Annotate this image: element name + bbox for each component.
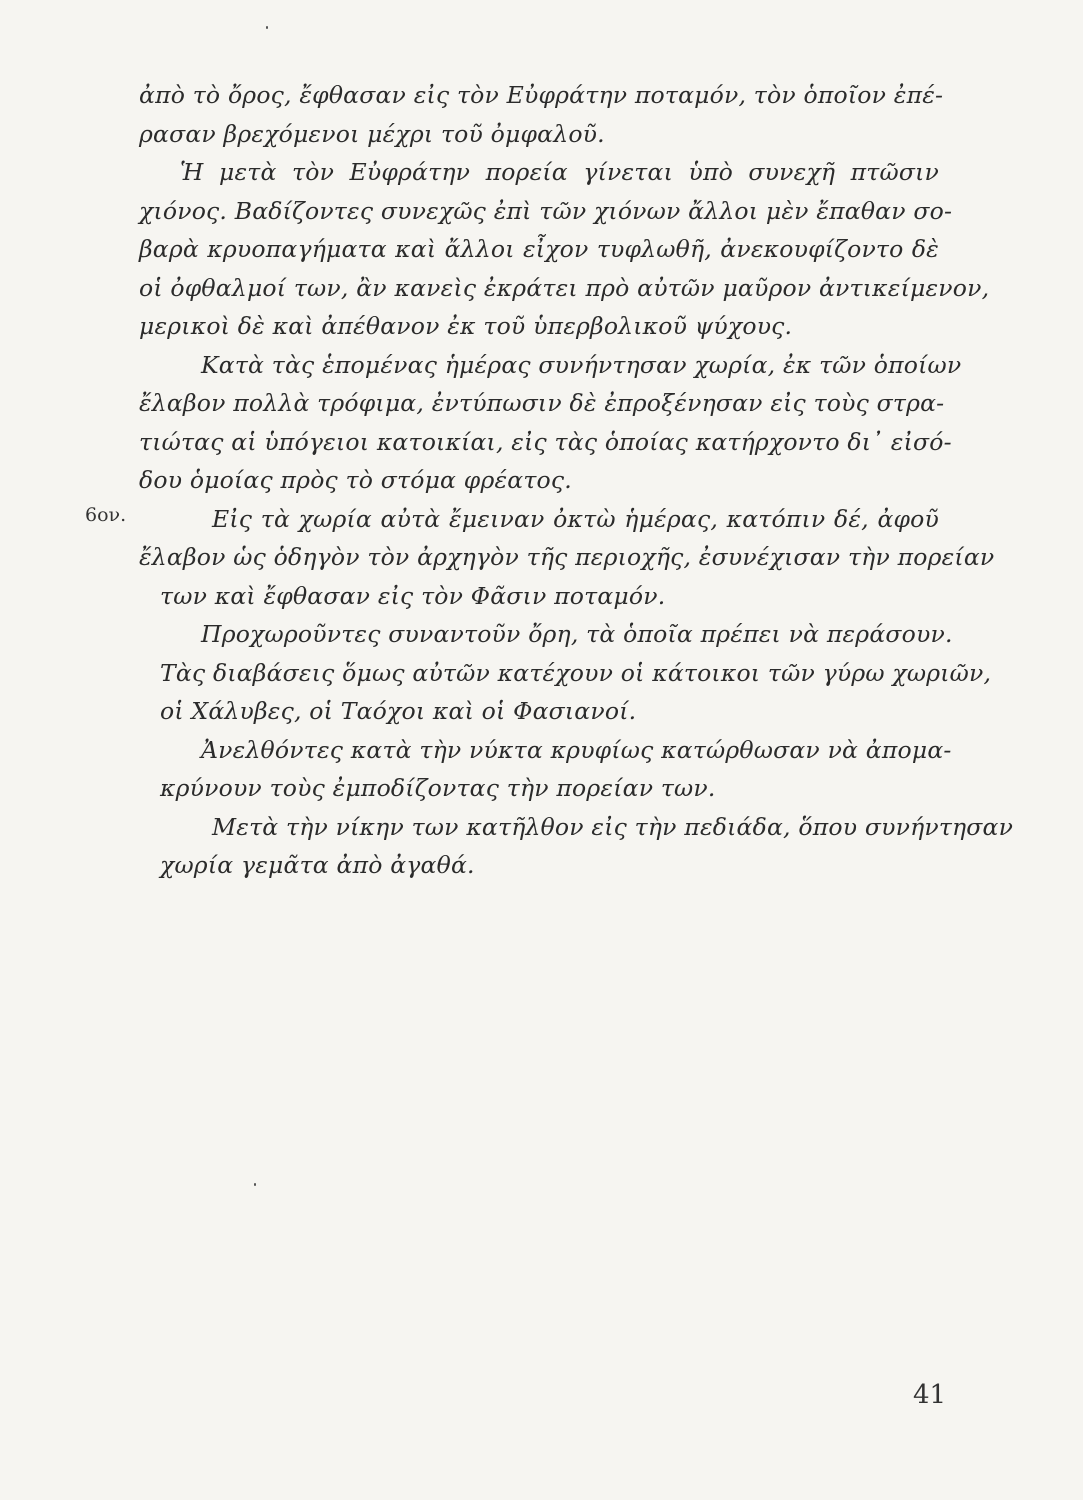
text-line: δου ὁμοίας πρὸς τὸ στόμα φρέατος. [139,466,572,494]
text-line: βαρὰ κρυοπαγήματα καὶ ἄλλοι εἶχον τυφλωθῆ, ἀνεκουφίζοντο δὲ [139,235,939,263]
text-line: Ἡ μετὰ τὸν Εὐφράτην πορεία γίνεται ὑπὸ συνεχῆ πτῶσιν [180,158,939,186]
margin-note: 6ον. [85,504,127,526]
page-number: 41 [913,1380,947,1410]
print-speck [254,1183,256,1186]
text-line: Ἀνελθόντες κατὰ τὴν νύκτα κρυφίως κατώρθωσαν νὰ ἀπομα- [201,735,952,764]
text-line: οἱ ὀφθαλμοί των, ἂν κανεὶς ἐκράτει πρὸ αὐτῶν μαῦρον ἀντικείμενον, [139,273,990,302]
text-line: Εἰς τὰ χωρία αὐτὰ ἔμειναν ὀκτὼ ἡμέρας, κατόπιν δέ, ἀφοῦ [212,504,939,533]
print-speck [266,26,268,29]
text-line: Προχωροῦντες συναντοῦν ὄρη, τὰ ὁποῖα πρέπει νὰ περάσουν. [201,620,953,648]
main-text [139,76,1014,885]
text-line: χιόνος. Βαδίζοντες συνεχῶς ἐπὶ τῶν χιόνων ἄλλοι μὲν ἔπαθαν σο- [139,196,953,225]
text-line: των καὶ ἔφθασαν εἰς τὸν Φᾶσιν ποταμόν. [160,581,666,610]
text-line: ἀπὸ τὸ ὄρος, ἔφθασαν εἰς τὸν Εὐφράτην ποταμόν, τὸν ὁποῖον ἐπέ- [139,81,944,109]
text-line: τιώτας αἱ ὑπόγειοι κατοικίαι, εἰς τὰς ὁποίας κατήρχοντο δι᾽ εἰσό- [139,427,952,456]
text-line: Κατὰ τὰς ἑπομένας ἡμέρας συνήντησαν χωρία, ἐκ τῶν ὁποίων [201,350,962,379]
text-line: μερικοὶ δὲ καὶ ἀπέθανον ἐκ τοῦ ὑπερβολικοῦ ψύχους. [139,312,793,340]
text-line: ἔλαβον ὡς ὁδηγὸν τὸν ἀρχηγὸν τῆς περιοχῆς, ἐσυνέχισαν τὴν πορείαν [139,543,995,571]
text-line: ἔλαβον πολλὰ τρόφιμα, ἐντύπωσιν δὲ ἐπροξένησαν εἰς τοὺς στρα- [139,389,945,417]
text-line: Τὰς διαβάσεις ὅμως αὐτῶν κατέχουν οἱ κάτοικοι τῶν γύρω χωριῶν, [160,658,992,687]
text-line: χωρία γεμᾶτα ἀπὸ ἀγαθά. [160,851,475,879]
text-line: ρασαν βρεχόμενοι μέχρι τοῦ ὀμφαλοῦ. [139,119,605,148]
text-line: οἱ Χάλυβες, οἱ Ταόχοι καὶ οἱ Φασιανοί. [160,697,637,725]
text-line: Μετὰ τὴν νίκην των κατῆλθον εἰς τὴν πεδιάδα, ὅπου συνήντησαν [212,812,1014,841]
text-line: κρύνουν τοὺς ἐμποδίζοντας τὴν πορείαν των. [160,774,716,802]
